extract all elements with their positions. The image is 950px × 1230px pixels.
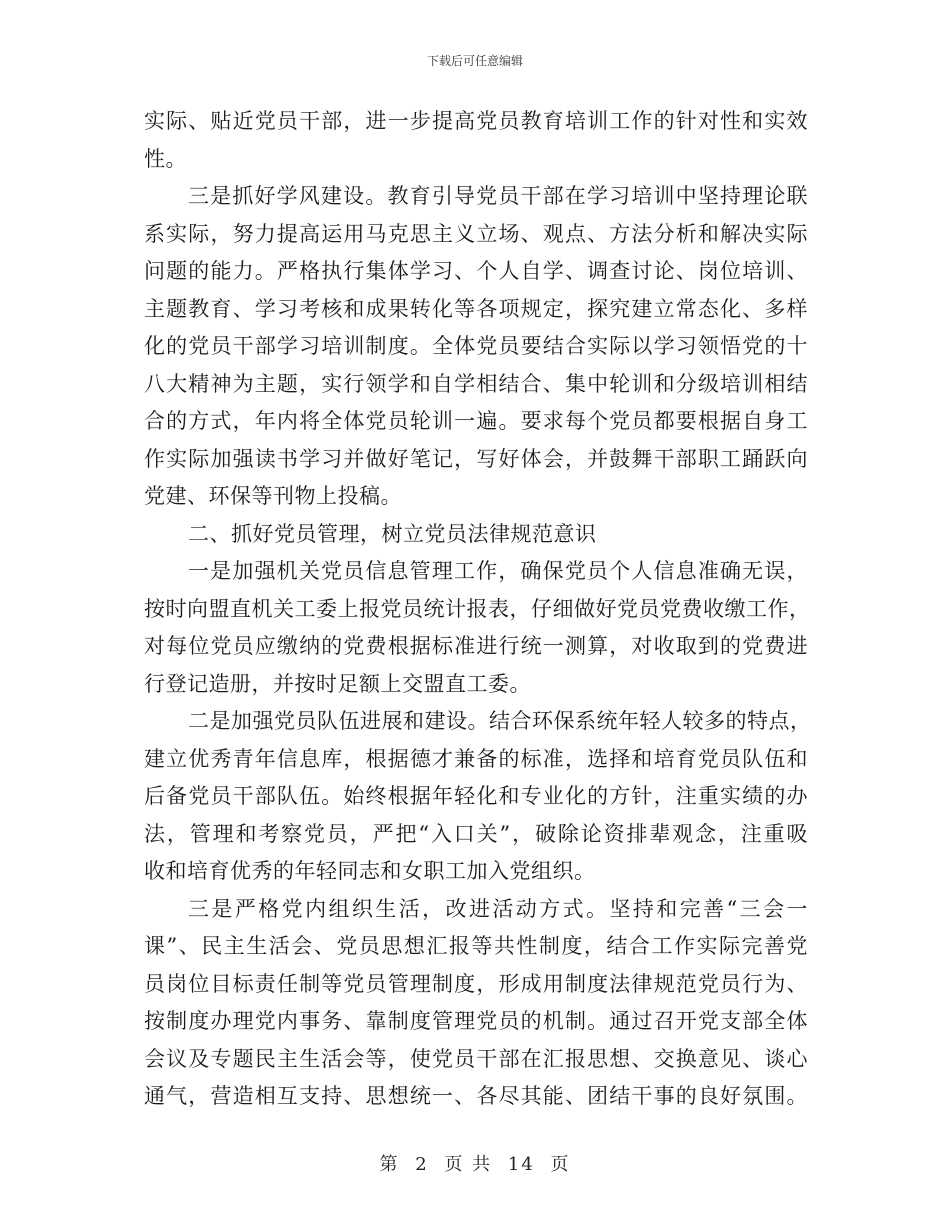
page-header: 下载后可任意编辑 (426, 54, 523, 68)
text-line: 八大精神为主题，实行领学和自学相结合、集中轮训和分级培训相结 (144, 371, 808, 396)
text-line: 问题的能力。严格执行集体学习、个人自学、调查讨论、岗位培训、 (144, 259, 808, 283)
footer-prefix: 第 (379, 1154, 400, 1175)
text-line: 会议及专题民主生活会等，使党员干部在汇报思想、交换意见、谈心 (144, 1046, 808, 1071)
text-line: 一是加强机关党员信息管理工作，确保党员个人信息准确无误， (188, 559, 808, 583)
text-line: 实际、贴近党员干部，进一步提高党员教育培训工作的针对性和实效 (144, 109, 808, 133)
text-line: 员岗位目标责任制等党员管理制度，形成用制度法律规范党员行为、 (144, 971, 808, 996)
page-footer (0, 1150, 950, 1176)
text-line: 主题教育、学习考核和成果转化等各项规定，探究建立常态化、多样 (144, 296, 808, 321)
text-line: 收和培育优秀的年轻同志和女职工加入党组织。 (144, 859, 596, 883)
footer-middle: 页 共 (444, 1154, 493, 1175)
text-line: 三是严格党内组织生活，改进活动方式。坚持和完善“三会一 (188, 896, 808, 921)
footer-total-pages: 14 (507, 1154, 535, 1175)
text-line: 行登记造册，并按时足额上交盟直工委。 (144, 671, 531, 696)
document-body (144, 103, 812, 1116)
text-line: 通气，营造相互支持、思想统一、各尽其能、团结干事的良好氛围。 (144, 1084, 808, 1108)
text-line: 合的方式，年内将全体党员轮训一遍。要求每个党员都要根据自身工 (144, 409, 808, 433)
text-line: 法，管理和考察党员，严把“入口关”，破除论资排辈观念，注重吸 (144, 821, 808, 846)
text-line: 建立优秀青年信息库，根据德才兼备的标准，选择和培育党员队伍和 (144, 746, 808, 771)
text-line: 系实际，努力提高运用马克思主义立场、观点、方法分析和解决实际 (144, 221, 808, 246)
text-line: 化的党员干部学习培训制度。全体党员要结合实际以学习领悟党的十 (144, 334, 808, 358)
text-line: 二、抓好党员管理，树立党员法律规范意识 (188, 521, 597, 546)
text-line: 作实际加强读书学习并做好笔记，写好体会，并鼓舞干部职工踊跃向 (144, 446, 808, 471)
text-line: 按时向盟直机关工委上报党员统计报表，仔细做好党员党费收缴工作， (144, 596, 811, 621)
text-line: 对每位党员应缴纳的党费根据标准进行统一测算，对收取到的党费进 (144, 634, 808, 658)
text-line: 党建、环保等刊物上投稿。 (144, 484, 402, 508)
text-line: 性。 (144, 146, 187, 171)
text-line: 后备党员干部队伍。始终根据年轻化和专业化的方针，注重实绩的办 (144, 784, 808, 808)
footer-page-number: 2 (415, 1154, 429, 1175)
footer-suffix: 页 (550, 1154, 571, 1175)
text-line: 按制度办理党内事务、靠制度管理党员的机制。通过召开党支部全体 (144, 1009, 808, 1033)
text-line: 二是加强党员队伍进展和建设。结合环保系统年轻人较多的特点， (188, 709, 812, 733)
text-line: 三是抓好学风建设。教育引导党员干部在学习培训中坚持理论联 (188, 184, 808, 208)
text-line: 课”、民主生活会、党员思想汇报等共性制度，结合工作实际完善党 (144, 934, 808, 958)
